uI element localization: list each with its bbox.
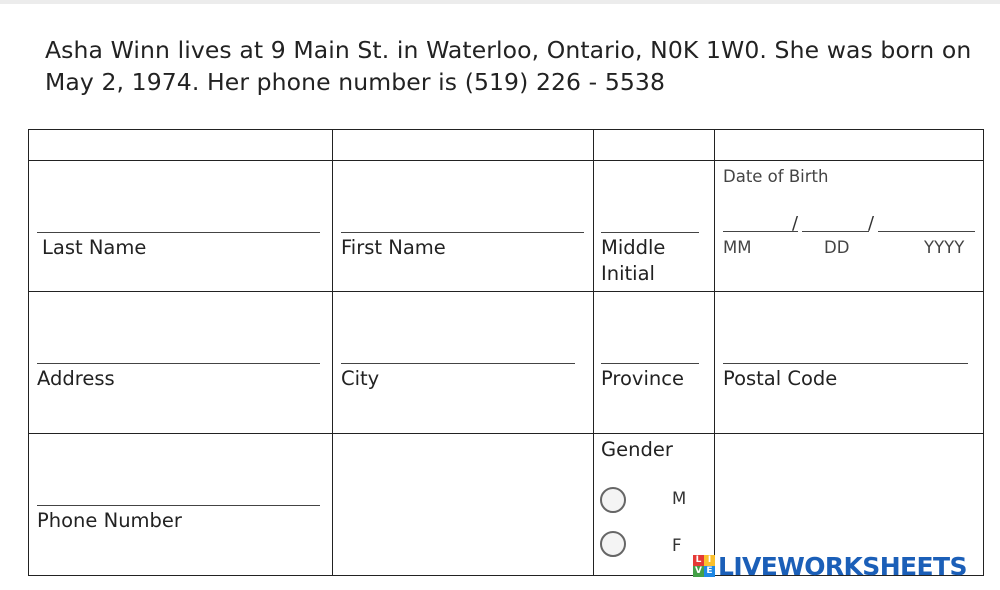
dob-mm-underline xyxy=(723,231,798,232)
city-label: City xyxy=(341,367,380,390)
liveworksheets-wordmark: LIVEWORKSHEETS xyxy=(718,551,967,581)
first-name-label: First Name xyxy=(341,236,446,259)
city-underline xyxy=(341,363,575,364)
dob-label: Date of Birth xyxy=(723,167,829,186)
logo-mark-letter: I xyxy=(704,555,715,566)
province-input[interactable] xyxy=(601,338,698,362)
phone-number-underline xyxy=(37,505,320,506)
top-border xyxy=(0,0,1000,4)
gender-f-radio[interactable] xyxy=(600,531,626,557)
column-divider xyxy=(714,129,715,576)
dob-input[interactable] xyxy=(723,207,973,229)
logo-mark-letter: V xyxy=(693,566,704,577)
last-name-underline xyxy=(37,232,320,233)
gender-label: Gender xyxy=(601,438,673,461)
row-divider xyxy=(28,160,984,161)
last-name-label: Last Name xyxy=(42,236,147,259)
phone-number-label: Phone Number xyxy=(37,509,182,532)
row-divider xyxy=(28,433,984,434)
dob-yyyy-underline xyxy=(878,231,975,232)
row-divider xyxy=(28,291,984,292)
dob-mm-label: MM xyxy=(723,238,752,257)
province-underline xyxy=(601,363,699,364)
gender-m-radio[interactable] xyxy=(600,487,626,513)
liveworksheets-mark-icon xyxy=(693,555,715,577)
postal-code-input[interactable] xyxy=(723,338,967,362)
first-name-input[interactable] xyxy=(341,207,584,231)
personal-info-form xyxy=(28,129,984,576)
dob-separator: / xyxy=(792,213,799,234)
address-underline xyxy=(37,363,320,364)
instruction-text: Asha Winn lives at 9 Main St. in Waterloo, Ontario, N0K 1W0. She was born on May 2, 1974. Her phone number is (519) 226 - 5538 xyxy=(45,36,972,96)
logo-mark-letter: E xyxy=(704,566,715,577)
dob-dd-underline xyxy=(802,231,869,232)
postal-code-underline xyxy=(723,363,968,364)
dob-yyyy-label: YYYY xyxy=(924,238,965,257)
city-input[interactable] xyxy=(341,338,575,362)
middle-initial-label: Middle Initial xyxy=(601,236,666,285)
phone-number-input[interactable] xyxy=(37,480,319,504)
gender-m-label: M xyxy=(672,489,687,508)
dob-dd-label: DD xyxy=(824,238,850,257)
postal-code-label: Postal Code xyxy=(723,367,838,390)
column-divider xyxy=(332,129,333,576)
column-divider xyxy=(593,129,594,576)
first-name-underline xyxy=(341,232,584,233)
middle-initial-input[interactable] xyxy=(601,207,698,231)
address-label: Address xyxy=(37,367,115,390)
dob-separator: / xyxy=(868,213,875,234)
logo-mark-letter: L xyxy=(693,555,704,566)
liveworksheets-logo xyxy=(693,550,967,582)
last-name-input[interactable] xyxy=(37,207,319,231)
address-input[interactable] xyxy=(37,338,319,362)
gender-f-label: F xyxy=(672,536,682,555)
middle-initial-underline xyxy=(601,232,699,233)
province-label: Province xyxy=(601,367,684,390)
